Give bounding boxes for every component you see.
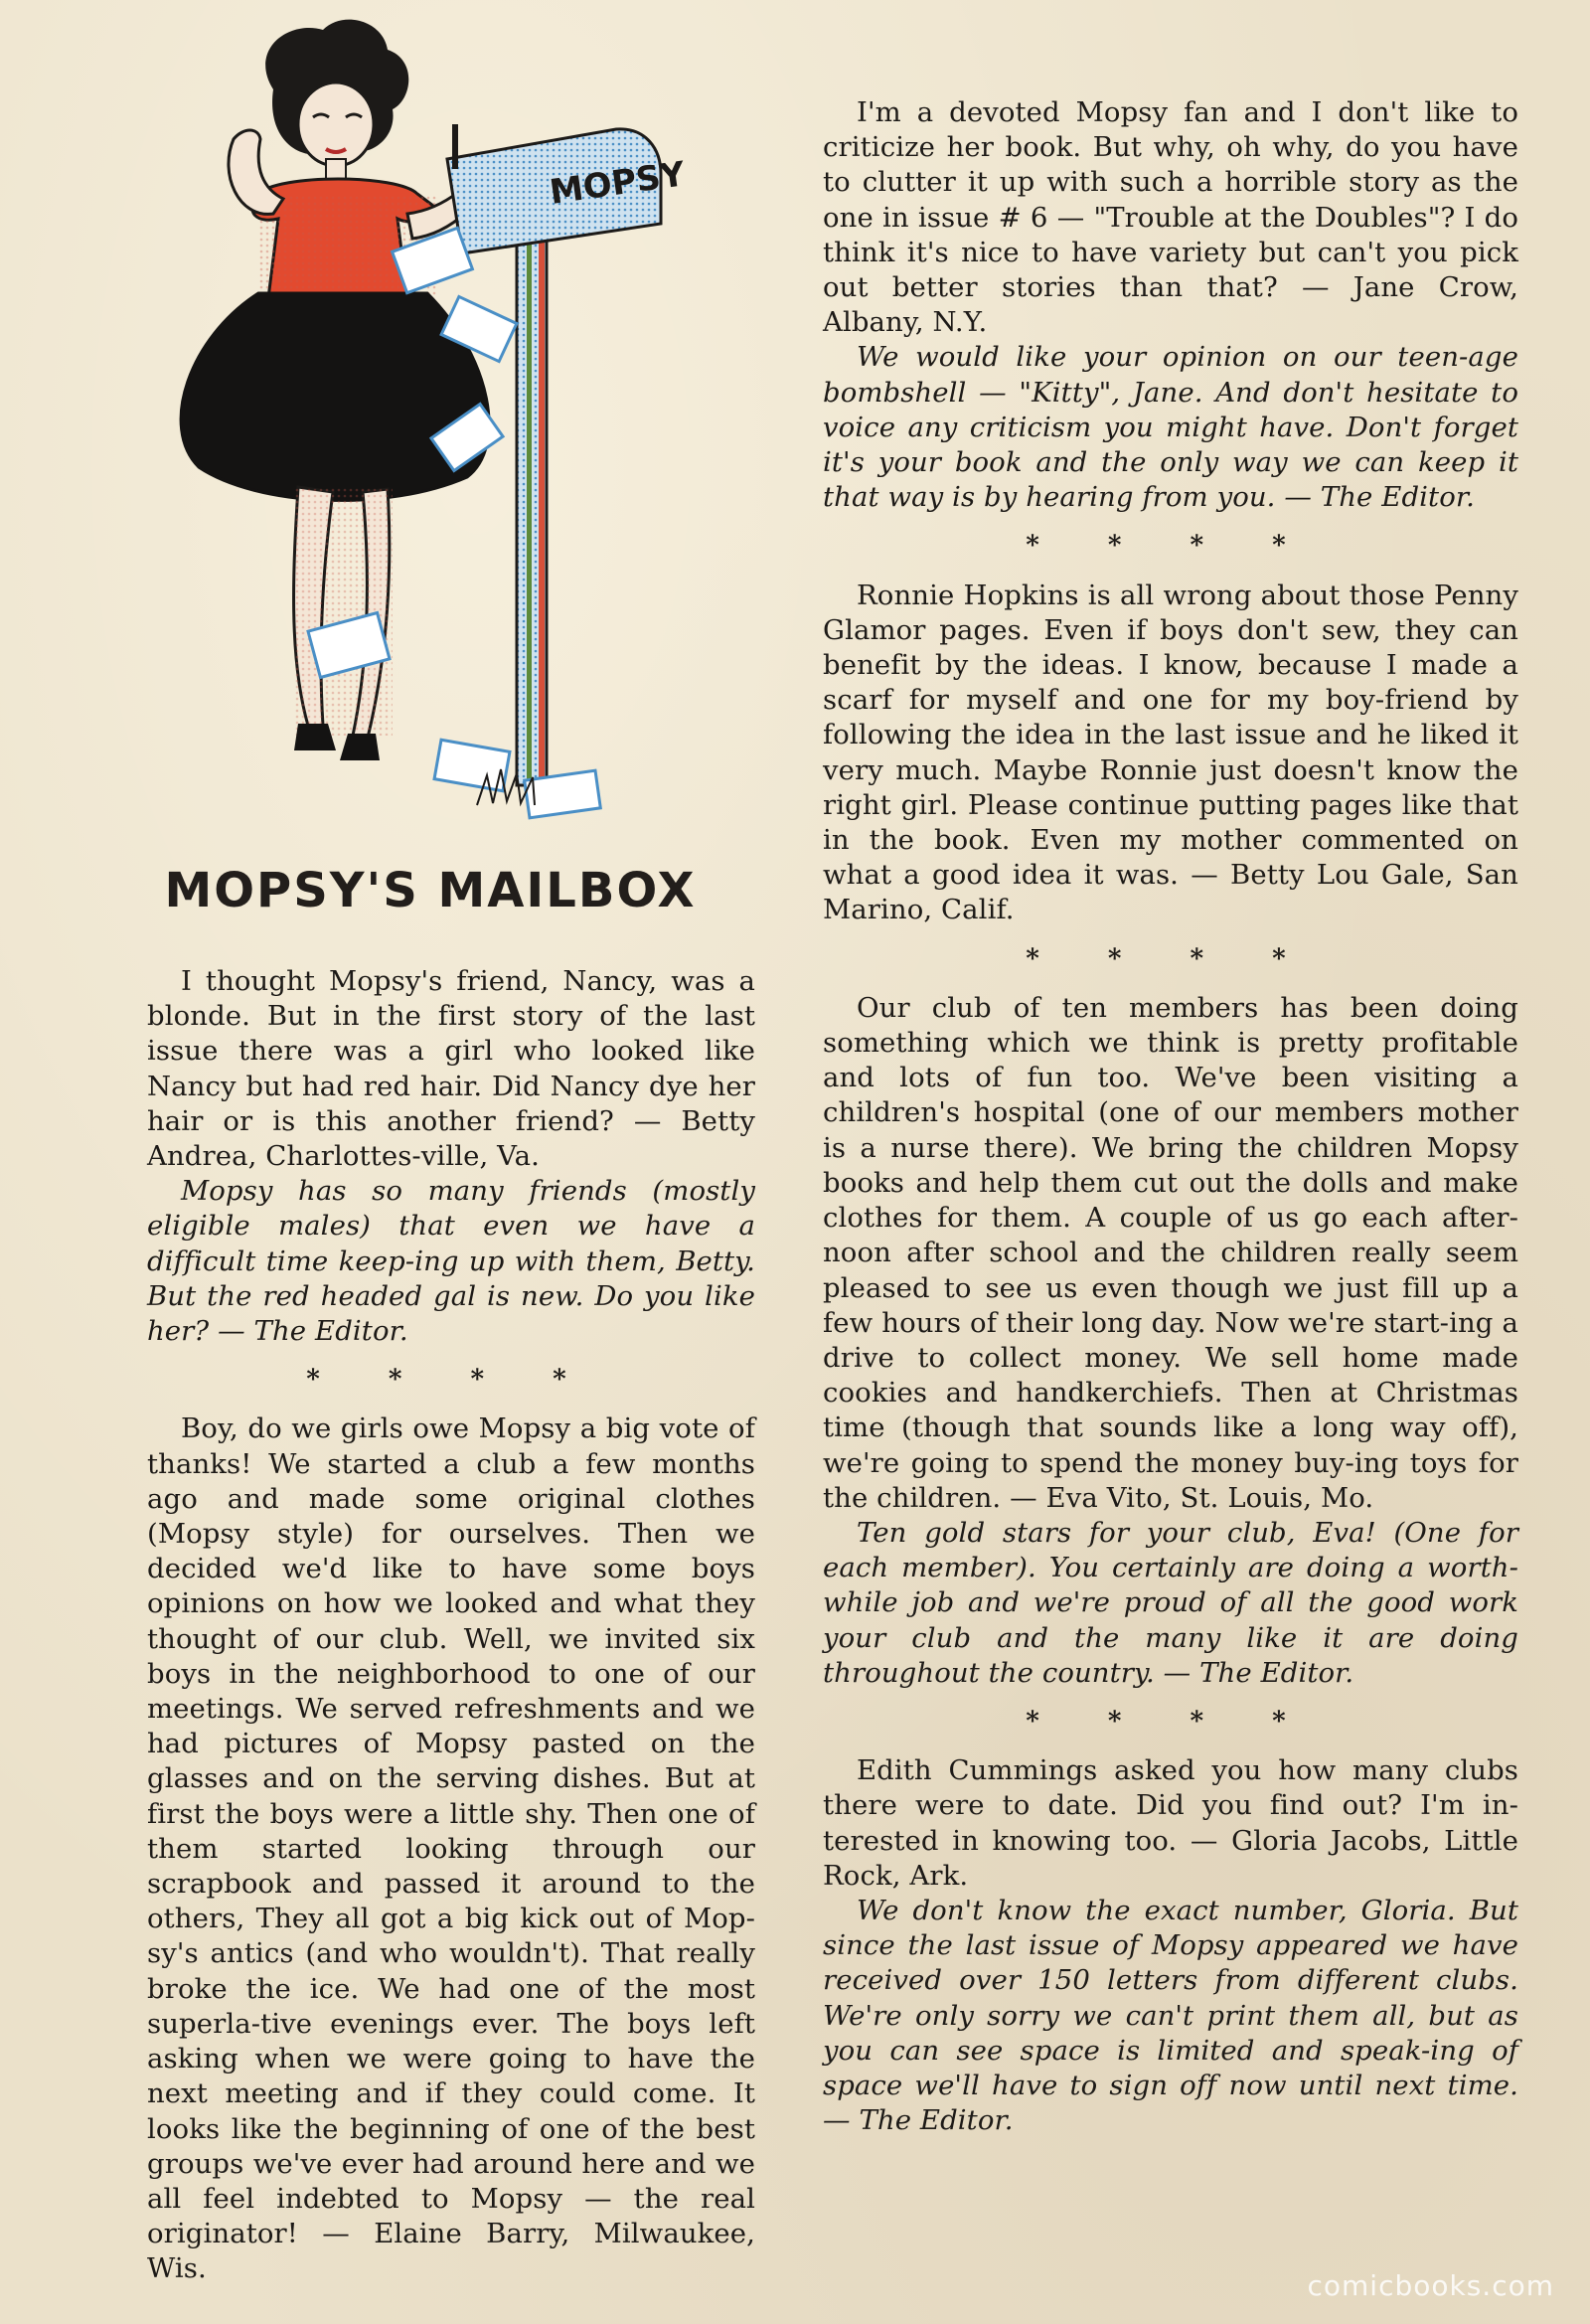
editor-reply: Mopsy has so many friends (mostly eligible males) that even we have a difficult time keep-ing up with them, Betty. But the red headed gal is new. Do you like her? — The Editor. [147, 1175, 755, 1348]
left-column [147, 964, 755, 2287]
mailbox-label: MOPSY [547, 154, 688, 213]
page-title: MOPSY'S MAILBOX [164, 863, 697, 918]
section-divider: * * * * [1026, 531, 1316, 562]
reader-letter: I'm a devoted Mopsy fan and I don't like to criticize her book. But why, oh why, do you have to clutter it up with such a horrible story as the one in issue # 6 — "Trouble at the Doubles"? I do think it's nice to have variety but can't you pick out better stories than that? — Jane Crow, Albany, N.Y. [823, 96, 1518, 339]
editor-reply: We would like your opinion on our teen-age bombshell — "Kitty", Jane. And don't hesitate to voice any criticism you might have. Don't forget it's your book and the only way we can keep it that way is by hearing from you. — The Editor. [823, 341, 1518, 514]
editor-reply: We don't know the exact number, Gloria. But since the last issue of Mopsy appeared we have received over 150 letters from different clubs. We're only sorry we can't print them all, but as you can see space is limited and speak-ing of space we'll have to sign off now until next time. — The Editor. [823, 1894, 1518, 2137]
section-divider: * * * * [306, 1365, 596, 1396]
editor-reply: Ten gold stars for your club, Eva! (One for each member). You certainly are doing a worth-while job and we're proud of all the good work your club and the many like it are doing throughout the country. — The Editor. [823, 1516, 1518, 1689]
watermark: comicbooks.com [1307, 2269, 1554, 2302]
right-column [823, 95, 1518, 2138]
reader-letter: Edith Cummings asked you how many clubs there were to date. Did you find out? I'm in-terested in knowing too. — Gloria Jacobs, Little Rock, Ark. [823, 1754, 1518, 1892]
reader-letter: I thought Mopsy's friend, Nancy, was a blonde. But in the first story of the last issue there was a girl who looked like Nancy but had red hair. Did Nancy dye her hair or is this another friend? — Betty Andrea, Charlottes-ville, Va. [147, 965, 755, 1173]
reader-letter: Ronnie Hopkins is all wrong about those Penny Glamor pages. Even if boys don't sew, they can benefit by the ideas. I know, because I made a scarf for myself and one for my boy-friend by following the idea in the last issue and he liked it very much. Maybe Ronnie just doesn't know the right girl. Please continue putting pages like that in the book. Even my mother commented on what a good idea it was. — Betty Lou Gale, San Marino, Calif. [823, 579, 1518, 926]
reader-letter: Boy, do we girls owe Mopsy a big vote of thanks! We started a club a few months ago and made some original clothes (Mopsy style) for ourselves. Then we decided we'd like to have some boys opinions on how we looked and what they thought of our club. Well, we invited six boys in the neighborhood to one of our meetings. We served refreshments and we had pictures of Mopsy pasted on the glasses and on the serving dishes. But at first the boys were a little shy. Then one of them started looking through our scrapbook and passed it around to the others, They all got a big kick out of Mop-sy's antics (and who wouldn't). That really broke the ice. We had one of the most superla-tive evenings ever. The boys left asking when we were going to have the next meeting and if they could come. It looks like the beginning of one of the best groups we've ever had around here and we all feel indebted to Mopsy — the real originator! — Elaine Barry, Milwaukee, Wis. [147, 1412, 755, 2285]
mopsy-mailbox-illustration [109, 10, 755, 855]
section-divider: * * * * [1026, 1706, 1316, 1737]
section-divider: * * * * [1026, 943, 1316, 974]
reader-letter: Our club of ten members has been doing something which we think is pretty profitable and lots of fun too. We've been visiting a children's hospital (one of our members mother is a nurse there). We bring the children Mopsy books and help them cut out the dolls and make clothes for them. A couple of us go each after-noon after school and the children really seem pleased to see us even though we just fill up a few hours of their long day. Now we're start-ing a drive to collect money. We sell home made cookies and handkerchiefs. Then at Christmas time (though that sounds like a long way off), we're going to spend the money buy-ing toys for the children. — Eva Vito, St. Louis, Mo. [823, 991, 1518, 1514]
